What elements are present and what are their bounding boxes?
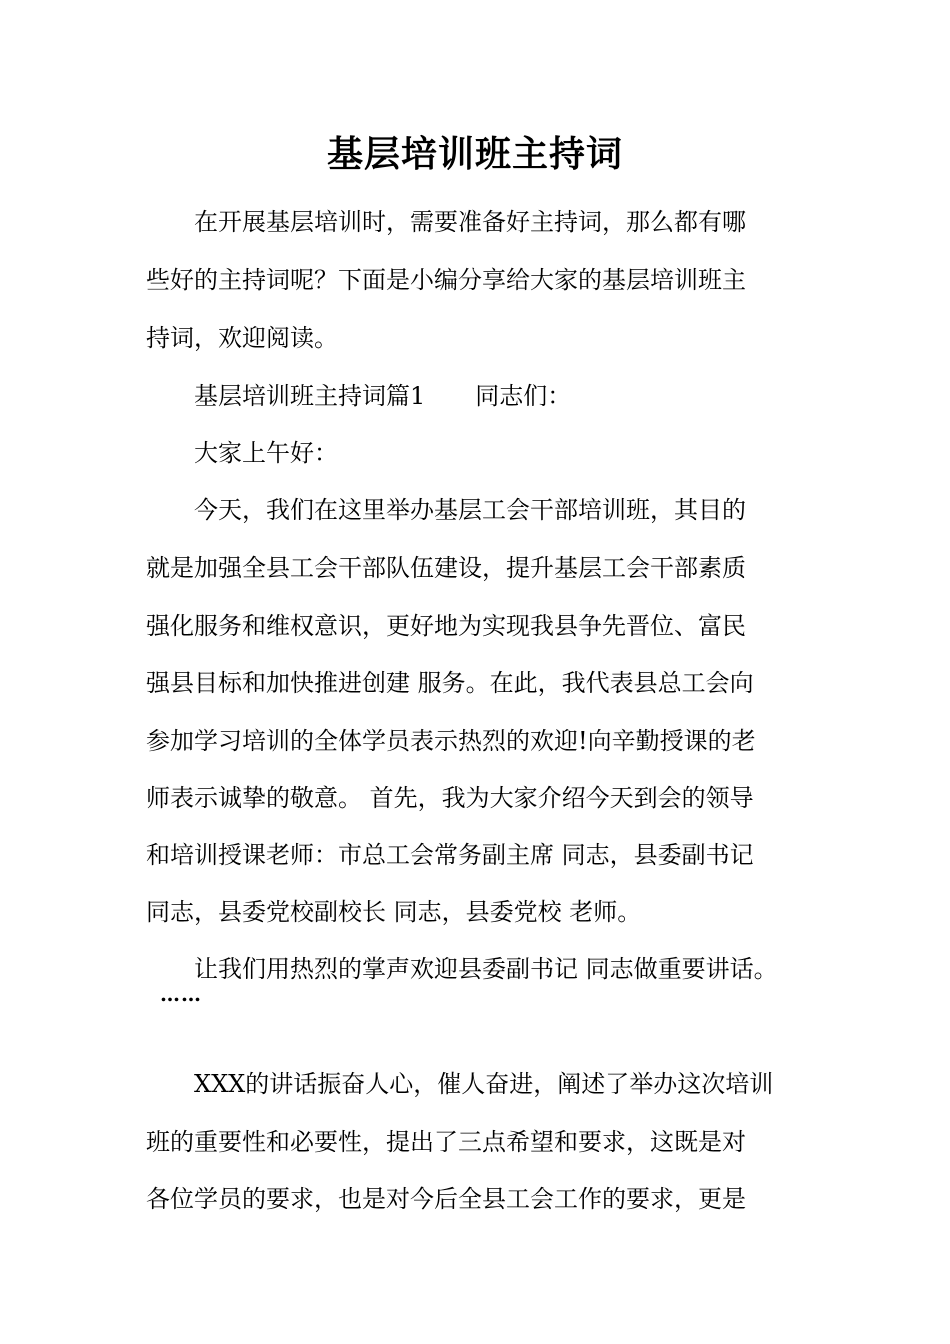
section-heading-line [194, 380, 571, 412]
paragraph1-line-7: 和培训授课老师：市总工会常务副主席 同志，县委副书记 [146, 841, 754, 869]
paragraph1-line-6: 师表示诚挚的敬意。 首先，我为大家介绍今天到会的领导 [146, 784, 754, 812]
paragraph3-line-1: XXX的讲话振奋人心，催人奋进，阐述了举办这次培训 [194, 1070, 774, 1098]
greeting: 大家上午好： [194, 439, 338, 467]
salutation: 同志们： [475, 382, 572, 410]
paragraph1-line-2: 就是加强全县工会干部队伍建设，提升基层工会干部素质 [146, 554, 746, 582]
paragraph2: 让我们用热烈的掌声欢迎县委副书记 同志做重要讲话。 [194, 955, 778, 983]
document-title: 基层培训班主持词 [326, 133, 623, 175]
paragraph3-line-2: 班的重要性和必要性，提出了三点希望和要求，这既是对 [146, 1128, 746, 1156]
paragraph1-line-4: 强县目标和加快推进创建 服务。在此，我代表县总工会向 [146, 669, 754, 697]
paragraph1-line-8: 同志，县委党校副校长 同志，县委党校 老师。 [146, 898, 642, 926]
paragraph1-line-5: 参加学习培训的全体学员表示热烈的欢迎!向辛勤授课的老 [146, 727, 756, 755]
ellipsis: …… [160, 982, 202, 1006]
intro-line-1: 在开展基层培训时，需要准备好主持词，那么都有哪 [194, 208, 746, 236]
intro-line-3: 持词，欢迎阅读。 [146, 324, 338, 352]
paragraph1-line-3: 强化服务和维权意识，更好地为实现我县争先晋位、富民 [146, 612, 746, 640]
intro-line-2: 些好的主持词呢？下面是小编分享给大家的基层培训班主 [146, 266, 746, 294]
paragraph3-line-3: 各位学员的要求，也是对今后全县工会工作的要求，更是 [146, 1185, 746, 1213]
paragraph1-line-1: 今天，我们在这里举办基层工会干部培训班，其目的 [194, 496, 746, 524]
section-heading: 基层培训班主持词篇1 [194, 382, 426, 410]
